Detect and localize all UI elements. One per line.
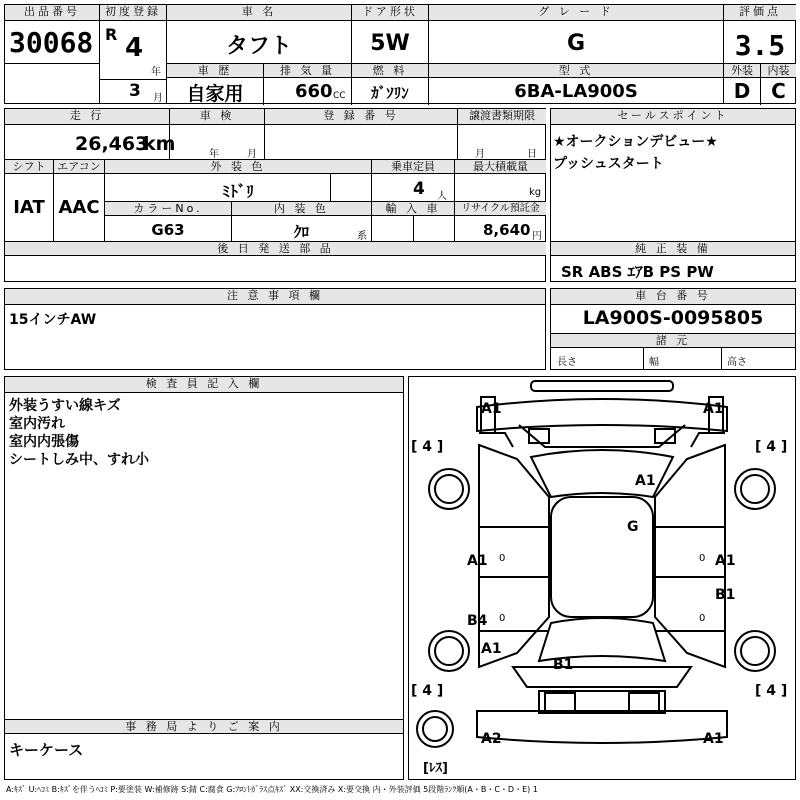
chassis-label: 車 台 番 号 xyxy=(551,289,795,305)
regno-label: 登 録 番 号 xyxy=(265,109,457,125)
recycle-unit: 円 xyxy=(532,231,542,242)
door-type: 5W xyxy=(370,31,410,56)
spec-label: 諸 元 xyxy=(551,334,795,348)
shift: IAT xyxy=(13,197,45,218)
transfer-month: 月 xyxy=(475,149,485,160)
sales-point-2: プッシュスタート xyxy=(553,156,664,172)
later-parts-label: 後 日 発 送 部 品 xyxy=(5,242,546,256)
chassis-number: LA900S-0095805 xyxy=(582,307,764,329)
transfer-label: 譲渡書類期限 xyxy=(458,109,546,125)
mark-left-quarter: A1 xyxy=(481,641,502,657)
int-color: ｸﾛ xyxy=(293,223,309,241)
color-no-label: カラーNo. xyxy=(105,202,231,216)
mark-rear-left: A2 xyxy=(481,731,502,747)
ac: AAC xyxy=(58,197,100,218)
sales-point-block xyxy=(550,108,796,282)
sales-label: セールスポイント xyxy=(551,109,795,125)
tire-front-left: [ 4 ] xyxy=(411,439,444,455)
history: 自家用 xyxy=(186,83,244,105)
displacement-label: 排 気 量 xyxy=(264,64,351,78)
era: R xyxy=(105,25,118,44)
mileage-unit: km xyxy=(143,133,176,155)
capacity-unit: 人 xyxy=(437,191,447,202)
spare-tire: [ﾚｽ] xyxy=(423,761,448,776)
mark-back-door: B1 xyxy=(553,657,574,673)
inspection-label: 車 検 xyxy=(170,109,264,125)
stock-number: 30068 xyxy=(9,26,94,59)
model: 6BA-LA900S xyxy=(514,81,638,102)
capacity-label: 乗車定員 xyxy=(372,160,454,174)
int-color-label: 内 装 色 xyxy=(232,202,371,216)
year-unit: 年 xyxy=(151,67,161,78)
score-label: 評価点 xyxy=(724,5,796,21)
tire-front-right: [ 4 ] xyxy=(755,439,788,455)
height-label: 高さ xyxy=(727,357,747,368)
vehicle-info-block xyxy=(4,108,546,282)
load-label: 最大積載量 xyxy=(455,160,546,174)
recycle: 8,640 xyxy=(483,221,531,239)
zero-left-1: 0 xyxy=(499,553,506,564)
office-text: キーケース xyxy=(9,741,84,759)
mileage: 26,463 xyxy=(75,133,149,155)
zero-right-2: 0 xyxy=(699,613,706,624)
reg-month: 3 xyxy=(129,81,141,101)
notes-label: 注 意 事 項 欄 xyxy=(5,289,545,305)
car-name-label: 車 名 xyxy=(167,5,351,21)
grade: G xyxy=(566,31,586,56)
tire-rear-left: [ 4 ] xyxy=(411,683,444,699)
inspector-line-4: シートしみ中、すれ小 xyxy=(9,452,149,468)
ext-score: D xyxy=(733,79,751,103)
mark-rear-right: A1 xyxy=(703,731,724,747)
length-label: 長さ xyxy=(557,357,577,368)
ext-color-label: 外 装 色 xyxy=(105,160,371,174)
office-label: 事 務 局 よ り ご 案 内 xyxy=(5,720,403,734)
ac-label: エアコン xyxy=(54,160,104,174)
zero-left-2: 0 xyxy=(499,613,506,624)
fuel-label: 燃 料 xyxy=(352,64,428,78)
stock-label: 出品番号 xyxy=(5,5,99,21)
damage-diagram xyxy=(408,376,796,780)
tire-rear-right: [ 4 ] xyxy=(755,683,788,699)
mark-left-rear-door: B4 xyxy=(467,613,488,629)
insp-year-unit: 年 xyxy=(209,149,219,160)
first-reg-label: 初度登録 xyxy=(100,5,166,21)
score: 3.5 xyxy=(734,29,786,62)
ext-score-label: 外装 xyxy=(724,64,760,78)
equipment: SR ABS ｴｱB PS PW xyxy=(561,263,714,281)
fuel: ｶﾞｿﾘﾝ xyxy=(371,84,409,102)
mileage-label: 走 行 xyxy=(5,109,169,125)
model-label: 型 式 xyxy=(429,64,723,78)
insp-month-unit: 月 xyxy=(247,149,257,160)
month-unit: 月 xyxy=(153,93,163,104)
header-block xyxy=(4,4,796,104)
load-unit: kg xyxy=(529,187,542,198)
transfer-day: 日 xyxy=(527,149,537,160)
ext-color: ﾐﾄﾞﾘ xyxy=(221,182,254,201)
width-label: 幅 xyxy=(649,357,659,368)
inspector-line-2: 室内汚れ xyxy=(9,416,65,432)
capacity: 4 xyxy=(413,179,425,199)
int-score: C xyxy=(771,79,786,103)
grade-label: グ レ ー ド xyxy=(429,5,723,21)
int-color-unit: 系 xyxy=(357,231,367,242)
car-outline xyxy=(409,377,795,779)
color-no: G63 xyxy=(151,221,185,239)
mark-front-left: A1 xyxy=(481,401,502,417)
mark-right-door: A1 xyxy=(715,553,736,569)
equip-label: 純 正 装 備 xyxy=(551,242,795,256)
mark-glass: G xyxy=(627,519,639,535)
sales-point-1: ★オークションデビュー★ xyxy=(553,134,718,150)
notes-text: 15インチAW xyxy=(9,312,97,328)
mark-right-rear-door: B1 xyxy=(715,587,736,603)
inspector-label: 検 査 員 記 入 欄 xyxy=(5,377,403,393)
import-label: 輸 入 車 xyxy=(372,202,454,216)
shift-label: シフト xyxy=(5,160,53,174)
recycle-label: リサイクル預託金 xyxy=(455,202,546,216)
reg-year: 4 xyxy=(125,33,144,63)
inspector-block xyxy=(4,376,404,780)
displacement: 660 xyxy=(295,81,333,102)
zero-right-1: 0 xyxy=(699,553,706,564)
cc-unit: CC xyxy=(333,91,346,101)
legend: A:ｷｽﾞ U:ﾍｺﾐ B:ｷｽﾞを伴うﾍｺﾐ P:要塗装 W:補修跡 S:錆 C:腐食 G:ﾌﾛﾝﾄｶﾞﾗｽ点ｷｽﾞ XX:交換済み X:要交換 内・外装評価 5段階ﾗﾝｸ順(A・B・C・D・E) 1 xyxy=(6,785,538,794)
mark-left-door: A1 xyxy=(467,553,488,569)
mark-front-right: A1 xyxy=(703,401,724,417)
history-label: 車 歴 xyxy=(167,64,263,78)
inspector-line-1: 外装うすい線キズ xyxy=(9,398,121,414)
int-score-label: 内装 xyxy=(761,64,796,78)
inspector-line-3: 室内内張傷 xyxy=(9,434,79,450)
chassis-block xyxy=(550,288,796,370)
door-label: ドア形状 xyxy=(352,5,428,21)
notes-block xyxy=(4,288,546,370)
mark-windshield: A1 xyxy=(635,473,656,489)
car-name: タフト xyxy=(225,34,292,59)
